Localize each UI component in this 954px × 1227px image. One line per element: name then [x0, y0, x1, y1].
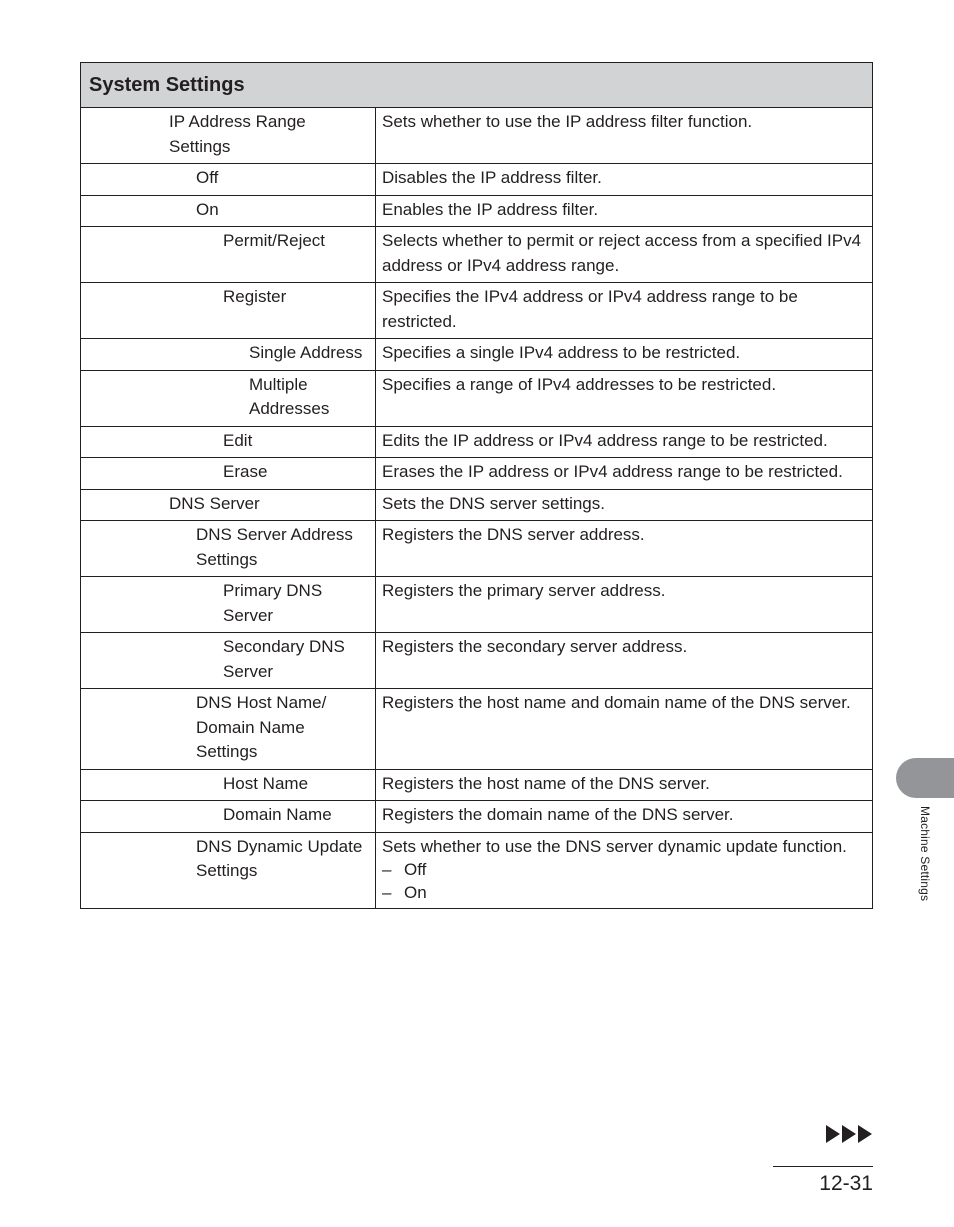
table-row	[81, 801, 873, 833]
setting-name: DNS Server Address Settings	[81, 521, 376, 577]
page-number: 12-31	[819, 1172, 873, 1195]
table-row	[81, 283, 873, 339]
table-row	[81, 769, 873, 801]
chapter-side-tab	[896, 758, 954, 798]
option-label: On	[404, 882, 427, 902]
setting-name: Edit	[81, 426, 376, 458]
table-row	[81, 164, 873, 196]
setting-name: On	[81, 195, 376, 227]
setting-name: Primary DNS Server	[81, 577, 376, 633]
setting-name: Erase	[81, 458, 376, 490]
setting-description: Registers the DNS server address.	[376, 521, 873, 577]
triple-arrow-right-icon	[826, 1123, 874, 1150]
setting-name: Multiple Addresses	[81, 370, 376, 426]
table-row	[81, 577, 873, 633]
setting-description: Selects whether to permit or reject access from a specified IPv4 address or IPv4 address range.	[376, 227, 873, 283]
setting-description: Registers the domain name of the DNS server.	[376, 801, 873, 833]
table-row	[81, 832, 873, 908]
option-item	[382, 881, 866, 904]
setting-description: Specifies a range of IPv4 addresses to be restricted.	[376, 370, 873, 426]
table-header-row	[81, 63, 873, 108]
settings-table	[80, 62, 873, 909]
table-row	[81, 426, 873, 458]
table-row	[81, 339, 873, 371]
table-row	[81, 370, 873, 426]
setting-name: DNS Host Name/ Domain Name Settings	[81, 689, 376, 770]
option-item	[382, 858, 866, 881]
table-row	[81, 108, 873, 164]
setting-description: Registers the primary server address.	[376, 577, 873, 633]
setting-description: Sets whether to use the DNS server dynamic update function.	[382, 836, 847, 856]
table-row	[81, 521, 873, 577]
chapter-side-label: Machine Settings	[918, 806, 932, 902]
table-row	[81, 489, 873, 521]
page-number-rule	[773, 1166, 873, 1167]
setting-name: Host Name	[81, 769, 376, 801]
setting-description: Registers the host name of the DNS server.	[376, 769, 873, 801]
setting-name: Permit/Reject	[81, 227, 376, 283]
setting-description: Registers the host name and domain name of the DNS server.	[376, 689, 873, 770]
setting-description-with-options	[376, 832, 873, 908]
dash-glyph: –	[382, 882, 392, 902]
option-label: Off	[404, 859, 427, 879]
table-row	[81, 689, 873, 770]
setting-description: Specifies a single IPv4 address to be restricted.	[376, 339, 873, 371]
table-row	[81, 227, 873, 283]
table-row	[81, 195, 873, 227]
setting-description: Sets whether to use the IP address filter function.	[376, 108, 873, 164]
setting-description: Edits the IP address or IPv4 address range to be restricted.	[376, 426, 873, 458]
setting-description: Specifies the IPv4 address or IPv4 address range to be restricted.	[376, 283, 873, 339]
setting-description: Erases the IP address or IPv4 address range to be restricted.	[376, 458, 873, 490]
setting-name: Single Address	[81, 339, 376, 371]
setting-name: DNS Server	[81, 489, 376, 521]
table-row	[81, 458, 873, 490]
dash-glyph: –	[382, 859, 392, 879]
setting-name: Register	[81, 283, 376, 339]
setting-name: Domain Name	[81, 801, 376, 833]
setting-name: Secondary DNS Server	[81, 633, 376, 689]
setting-description: Disables the IP address filter.	[376, 164, 873, 196]
table-row	[81, 633, 873, 689]
setting-description: Enables the IP address filter.	[376, 195, 873, 227]
table-header: System Settings	[81, 63, 873, 108]
setting-name: Off	[81, 164, 376, 196]
setting-name: DNS Dynamic Update Settings	[81, 832, 376, 908]
setting-description: Registers the secondary server address.	[376, 633, 873, 689]
setting-name: IP Address Range Settings	[81, 108, 376, 164]
setting-description: Sets the DNS server settings.	[376, 489, 873, 521]
